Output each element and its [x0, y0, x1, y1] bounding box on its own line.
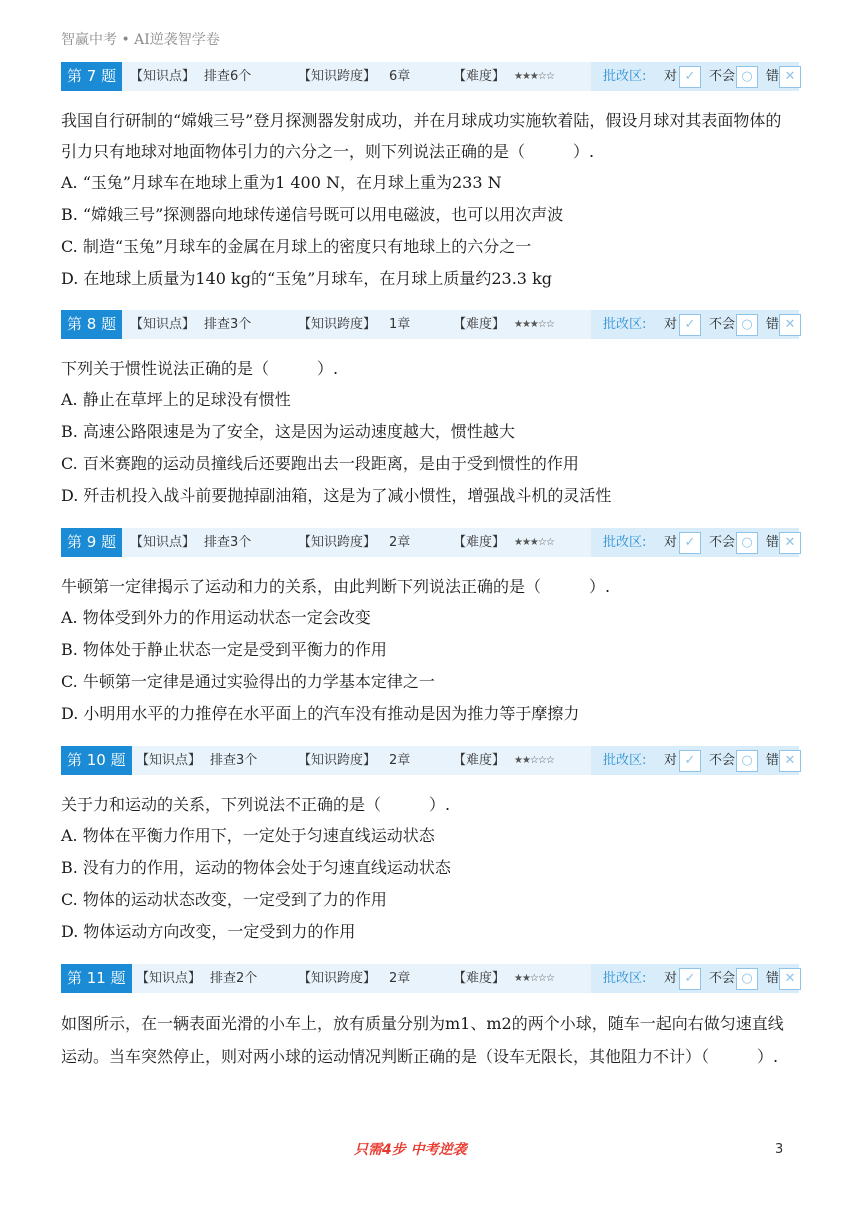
difficulty-label: 【难度】 — [453, 69, 506, 84]
span-value: 6章 — [389, 69, 411, 84]
correct-label: 对 — [664, 971, 678, 986]
correct-checkbox[interactable] — [679, 968, 701, 990]
circle-icon: ○ — [741, 971, 753, 986]
unknown-checkbox[interactable] — [736, 968, 758, 990]
wrong-checkbox[interactable] — [779, 66, 801, 88]
question-number: 第 11 题 — [61, 964, 132, 993]
grading-area — [591, 310, 799, 339]
difficulty-stars: ★★★☆☆ — [514, 319, 554, 330]
wrong-label: 错 — [766, 753, 780, 768]
question-info-bar — [61, 62, 799, 91]
unknown-label: 不会 — [709, 753, 736, 768]
check-icon: ✓ — [684, 317, 696, 332]
wrong-label: 错 — [766, 317, 780, 332]
option-b: B. “嫦娥三号”探测器向地球传递信号既可以用电磁波，也可以用次声波 — [61, 205, 564, 224]
circle-icon: ○ — [741, 753, 753, 768]
unknown-label: 不会 — [709, 535, 736, 550]
wrong-checkbox[interactable] — [779, 532, 801, 554]
grading-area — [591, 964, 799, 993]
question-number: 第 8 题 — [61, 310, 122, 339]
grading-area — [591, 746, 799, 775]
question-9 — [61, 528, 799, 730]
check-icon: ✓ — [684, 971, 696, 986]
correct-label: 对 — [664, 317, 678, 332]
difficulty-label: 【难度】 — [453, 317, 506, 332]
knowledge-value: 排查2个 — [210, 971, 258, 986]
wrong-label: 错 — [766, 535, 780, 550]
question-stem: 如图所示，在一辆表面光滑的小车上，放有质量分别为m1、m2的两个小球，随车一起向右做匀速直线运动。当车突然停止，则对两小球的运动情况判断正确的是（设车无限长，其他阻力不计）（ ）. — [61, 1014, 784, 1066]
question-stem: 下列关于惯性说法正确的是（ ）. — [61, 359, 339, 378]
span-label: 【知识跨度】 — [298, 753, 377, 768]
grading-label: 批改区: — [603, 535, 647, 550]
correct-label: 对 — [664, 753, 678, 768]
unknown-checkbox[interactable] — [736, 66, 758, 88]
unknown-label: 不会 — [709, 971, 736, 986]
question-8 — [61, 310, 799, 512]
option-a: A. 物体受到外力的作用运动状态一定会改变 — [61, 608, 371, 627]
knowledge-label: 【知识点】 — [136, 753, 202, 768]
span-value: 2章 — [389, 971, 411, 986]
question-stem: 我国自行研制的“嫦娥三号”登月探测器发射成功，并在月球成功实施软着陆，假设月球对其表面物体的引力只有地球对地面物体引力的六分之一，则下列说法正确的是（ ）. — [61, 111, 782, 161]
span-label: 【知识跨度】 — [298, 317, 377, 332]
difficulty-stars: ★★☆☆☆ — [514, 973, 554, 984]
option-d: D. 在地球上质量为140 kg的“玉兔”月球车，在月球上质量约23.3 kg — [61, 269, 553, 288]
check-icon: ✓ — [684, 535, 696, 550]
span-value: 2章 — [389, 753, 411, 768]
grading-label: 批改区: — [603, 317, 647, 332]
page-header: 智赢中考 • AI逆袭智学卷 — [61, 32, 220, 48]
difficulty-label: 【难度】 — [453, 753, 506, 768]
knowledge-label: 【知识点】 — [136, 971, 202, 986]
option-a: A. 静止在草坪上的足球没有惯性 — [61, 390, 291, 409]
difficulty-stars: ★★★☆☆ — [514, 537, 554, 548]
correct-label: 对 — [664, 535, 678, 550]
difficulty-stars: ★★★☆☆ — [514, 71, 554, 82]
cross-icon: ✕ — [784, 69, 796, 84]
question-info-bar — [61, 746, 799, 775]
correct-checkbox[interactable] — [679, 314, 701, 336]
span-label: 【知识跨度】 — [298, 69, 377, 84]
correct-checkbox[interactable] — [679, 532, 701, 554]
question-10 — [61, 746, 799, 948]
unknown-label: 不会 — [709, 69, 736, 84]
option-b: B. 物体处于静止状态一定是受到平衡力的作用 — [61, 640, 387, 659]
knowledge-value: 排查3个 — [210, 753, 258, 768]
knowledge-value: 排查3个 — [204, 317, 252, 332]
span-value: 1章 — [389, 317, 411, 332]
question-11 — [61, 964, 799, 1073]
grading-area — [591, 62, 799, 91]
question-number: 第 9 题 — [61, 528, 122, 557]
question-number: 第 10 题 — [61, 746, 132, 775]
unknown-checkbox[interactable] — [736, 532, 758, 554]
correct-checkbox[interactable] — [679, 66, 701, 88]
knowledge-label: 【知识点】 — [130, 535, 196, 550]
span-label: 【知识跨度】 — [298, 971, 377, 986]
wrong-checkbox[interactable] — [779, 750, 801, 772]
unknown-label: 不会 — [709, 317, 736, 332]
grading-area — [591, 528, 799, 557]
wrong-checkbox[interactable] — [779, 314, 801, 336]
circle-icon: ○ — [741, 69, 753, 84]
knowledge-value: 排查6个 — [204, 69, 252, 84]
circle-icon: ○ — [741, 317, 753, 332]
check-icon: ✓ — [684, 69, 696, 84]
span-value: 2章 — [389, 535, 411, 550]
page-number: 3 — [775, 1142, 784, 1157]
circle-icon: ○ — [741, 535, 753, 550]
option-d: D. 小明用水平的力推停在水平面上的汽车没有推动是因为推力等于摩擦力 — [61, 704, 580, 723]
wrong-label: 错 — [766, 971, 780, 986]
question-number: 第 7 题 — [61, 62, 122, 91]
option-d: D. 物体运动方向改变，一定受到力的作用 — [61, 922, 356, 941]
question-info-bar — [61, 528, 799, 557]
knowledge-label: 【知识点】 — [130, 317, 196, 332]
question-info-bar — [61, 964, 799, 993]
wrong-label: 错 — [766, 69, 780, 84]
question-stem: 关于力和运动的关系，下列说法不正确的是（ ）. — [61, 795, 451, 814]
correct-label: 对 — [664, 69, 678, 84]
option-c: C. 牛顿第一定律是通过实验得出的力学基本定律之一 — [61, 672, 435, 691]
cross-icon: ✕ — [784, 317, 796, 332]
unknown-checkbox[interactable] — [736, 314, 758, 336]
option-b: B. 高速公路限速是为了安全，这是因为运动速度越大，惯性越大 — [61, 422, 515, 441]
grading-label: 批改区: — [603, 971, 647, 986]
correct-checkbox[interactable] — [679, 750, 701, 772]
span-label: 【知识跨度】 — [298, 535, 377, 550]
grading-label: 批改区: — [603, 69, 647, 84]
option-c: C. 百米赛跑的运动员撞线后还要跑出去一段距离，是由于受到惯性的作用 — [61, 454, 579, 473]
question-stem: 牛顿第一定律揭示了运动和力的关系，由此判断下列说法正确的是（ ）. — [61, 577, 611, 596]
cross-icon: ✕ — [784, 535, 796, 550]
knowledge-value: 排查3个 — [204, 535, 252, 550]
difficulty-label: 【难度】 — [453, 535, 506, 550]
knowledge-label: 【知识点】 — [130, 69, 196, 84]
option-d: D. 歼击机投入战斗前要抛掉副油箱，这是为了减小惯性，增强战斗机的灵活性 — [61, 486, 612, 505]
option-b: B. 没有力的作用，运动的物体会处于匀速直线运动状态 — [61, 858, 451, 877]
unknown-checkbox[interactable] — [736, 750, 758, 772]
option-a: A. “玉兔”月球车在地球上重为1 400 N，在月球上重为233 N — [61, 173, 502, 192]
difficulty-stars: ★★☆☆☆ — [514, 755, 554, 766]
difficulty-label: 【难度】 — [453, 971, 506, 986]
cross-icon: ✕ — [784, 753, 796, 768]
footer-slogan: 只需4步 中考逆袭 — [354, 1142, 467, 1158]
option-c: C. 制造“玉兔”月球车的金属在月球上的密度只有地球上的六分之一 — [61, 237, 532, 256]
grading-label: 批改区: — [603, 753, 647, 768]
cross-icon: ✕ — [784, 971, 796, 986]
question-info-bar — [61, 310, 799, 339]
question-7 — [61, 62, 799, 295]
wrong-checkbox[interactable] — [779, 968, 801, 990]
option-a: A. 物体在平衡力作用下，一定处于匀速直线运动状态 — [61, 826, 435, 845]
option-c: C. 物体的运动状态改变，一定受到了力的作用 — [61, 890, 387, 909]
check-icon: ✓ — [684, 753, 696, 768]
